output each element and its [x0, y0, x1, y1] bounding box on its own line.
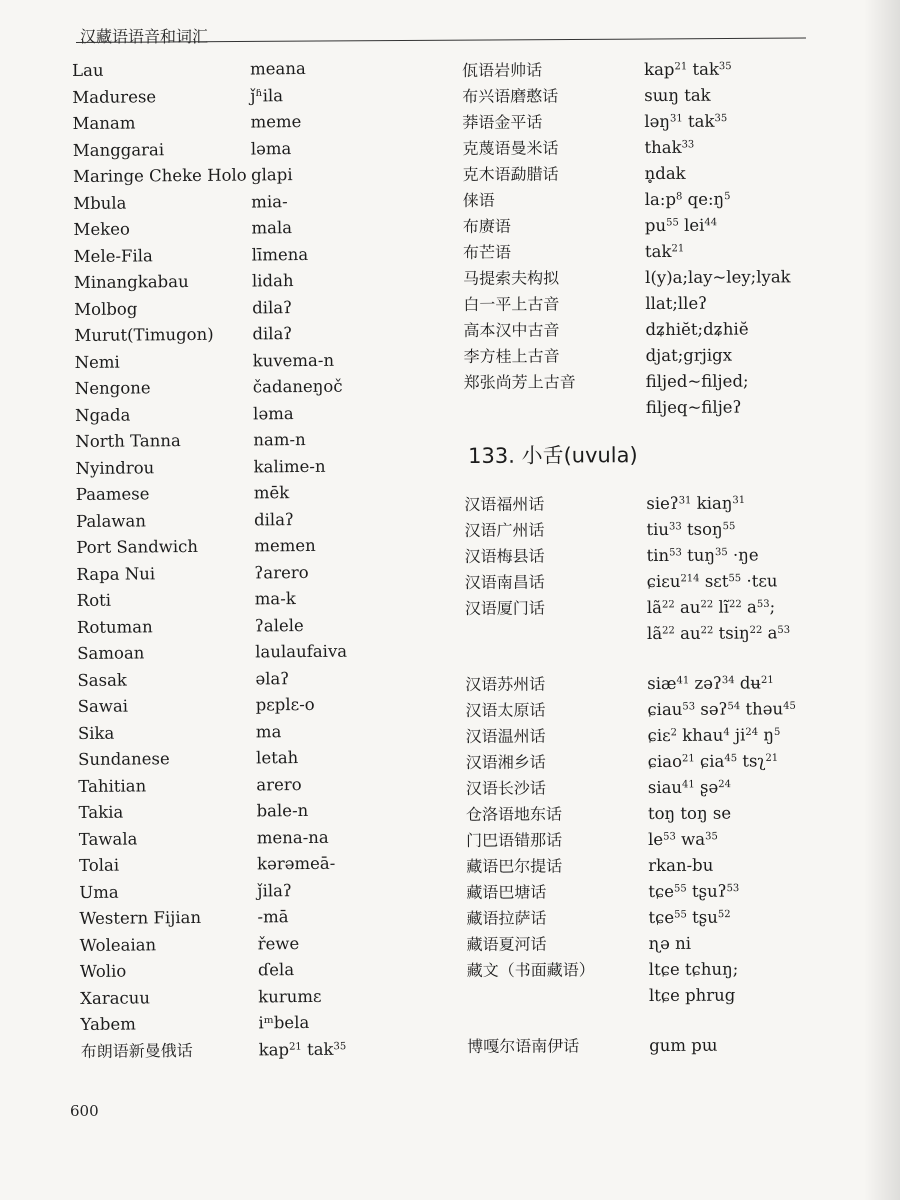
word-form: siæ$^{41}$ zəʔ$^{34}$ dʉ$^{21}$ [647, 673, 774, 694]
language-name: North Tanna [75, 431, 181, 451]
entry-row [78, 691, 418, 720]
entry-row [466, 826, 846, 854]
language-name: Xaracuu [80, 987, 151, 1008]
entry-row [74, 241, 414, 270]
word-form: kərəmeā- [256, 853, 336, 874]
word-form: rkan-bu [648, 855, 714, 876]
entry-gap [465, 646, 845, 672]
word-form: ma [255, 721, 282, 741]
language-name: 布赓语 [462, 216, 511, 236]
entry-row [74, 320, 414, 349]
language-name: 汉语湘乡话 [465, 752, 546, 772]
language-name: 克蔑语曼米话 [462, 138, 559, 158]
word-form: lidah [251, 271, 294, 291]
word-form: ma-k [254, 589, 296, 609]
word-form: ɕiɛ$^2$ khau$^4$ $ji^{24}$ $ŋ^5$ [647, 725, 781, 746]
word-form: kuvema-n [252, 350, 335, 370]
word-form: řewe [257, 933, 300, 953]
entry-row [465, 696, 845, 724]
entry-row [78, 744, 418, 773]
entry-row [72, 108, 412, 137]
entry-row [466, 748, 846, 776]
word-form: gum pɯ [649, 1035, 718, 1056]
entry-row [463, 186, 843, 214]
language-name: 汉语太原话 [465, 700, 546, 720]
word-form: ʔalele [254, 615, 304, 635]
language-name: Lau [72, 60, 104, 80]
entry-row [464, 490, 844, 518]
language-name: Sundanese [78, 749, 170, 769]
word-form: ɕiau$^{53}$ səʔ$^{54}$ thəu$^{45}$ [647, 699, 796, 720]
language-name: Samoan [77, 643, 145, 663]
word-form: tiu$^{33}$ tsoŋ$^{55}$ [646, 519, 736, 540]
word-form: -mā [257, 907, 289, 927]
word-form: $la:p^8$ $qe:ŋ^5$ [644, 189, 731, 210]
language-name: 门巴语错那话 [466, 830, 563, 850]
language-name: Paamese [75, 484, 150, 504]
language-name: Minangkabau [73, 271, 189, 292]
entry-row [75, 373, 415, 402]
word-form: ləma [253, 403, 294, 423]
word-form: $pu^{55}$ lei$^{44}$ [644, 215, 718, 236]
language-name: 汉语长沙话 [465, 778, 546, 798]
word-form: līmena [251, 244, 309, 264]
language-name: Sika [77, 723, 115, 743]
right-column [462, 56, 847, 1060]
language-name: Mele-Fila [73, 245, 153, 266]
language-name: 布兴语磨憨话 [462, 86, 559, 106]
word-form: dilaʔ [252, 324, 293, 344]
language-name: 佤语岩帅话 [462, 60, 543, 80]
word-form: dilaʔ [252, 297, 293, 317]
language-name [464, 413, 646, 414]
language-name: Manam [72, 113, 136, 133]
entry-row [79, 850, 419, 879]
entry-row [78, 718, 418, 747]
entry-row [80, 929, 420, 958]
language-name: 汉语广州话 [464, 520, 545, 540]
word-form: l(y)a;lay~ley;lyak [645, 267, 791, 288]
entry-row [75, 347, 415, 376]
language-name: 马提索夫构拟 [463, 268, 560, 288]
word-form: ʔarero [254, 562, 309, 582]
entry-row [75, 426, 415, 455]
word-form: djat;grjigx [645, 345, 733, 366]
word-form: thak$^{33}$ [644, 137, 695, 158]
language-name: 克木语勐腊话 [462, 164, 559, 184]
language-name: Roti [76, 590, 112, 610]
language-name: 藏语夏河话 [466, 934, 547, 954]
language-name: Madurese [72, 86, 157, 107]
entry-row [463, 160, 843, 188]
entry-row [462, 134, 842, 162]
language-name: Sasak [77, 670, 127, 690]
language-name: 高本汉中古音 [463, 320, 560, 340]
word-form: mala [251, 218, 293, 238]
language-name: Maringe Cheke Holo [72, 165, 247, 186]
language-name: Palawan [75, 510, 147, 531]
language-name: Nyindrou [75, 457, 155, 478]
language-name: Rotuman [76, 616, 153, 637]
language-name: Nengone [74, 378, 151, 398]
word-form: kap$^{21}$ tak$^{35}$ [644, 59, 732, 80]
language-name [465, 639, 647, 640]
language-name: Western Fijian [79, 907, 202, 928]
word-form: ɕiɛu$^{214}$ sɛt$^{55}$ ·tɛu [646, 571, 778, 592]
entry-row [79, 824, 419, 853]
section-heading [468, 434, 844, 476]
language-name: 仓洛语地东话 [465, 804, 563, 824]
language-name: Woleaian [79, 934, 157, 955]
entry-row [463, 264, 843, 292]
entry-row [72, 55, 412, 84]
word-form: $lã^{22}$ $au^{22}$ $lĩ^{22}$ $a^{53}$; [646, 597, 776, 618]
language-name: 汉语苏州话 [465, 674, 546, 694]
word-form: bale-n [256, 800, 309, 821]
entry-row [80, 956, 420, 985]
language-name: 藏语巴尔提话 [466, 856, 563, 876]
entry-row [467, 982, 847, 1010]
entry-row [464, 368, 844, 396]
running-header: 汉藏语语音和词汇 [80, 27, 209, 46]
language-name: Murut(Timugon) [74, 324, 214, 345]
entry-row [463, 212, 843, 240]
right-entry-list [462, 56, 844, 422]
language-name: 汉语厦门话 [464, 598, 545, 618]
entry-row [465, 568, 845, 596]
entry-row [465, 542, 845, 570]
entry-row [465, 620, 845, 648]
section-entry-list [464, 490, 847, 1060]
word-form: ɳə ni [648, 933, 692, 954]
entry-row [79, 877, 419, 906]
entry-row [75, 453, 415, 482]
language-name: Uma [79, 882, 119, 902]
entry-row [73, 214, 413, 243]
entry-row [465, 722, 845, 750]
page-number: 600 [70, 1102, 99, 1120]
word-form: meme [250, 112, 302, 132]
entry-row [463, 316, 843, 344]
language-name: Ngada [75, 405, 131, 425]
entry-row [467, 1032, 847, 1060]
section-title: 小舌(uvula) [521, 443, 638, 468]
language-name: Mekeo [73, 219, 130, 239]
word-form: čadaneŋoč [252, 376, 343, 397]
word-form: ltɕe phrug [648, 985, 736, 1006]
entry-row [466, 878, 846, 906]
word-form: mena-na [256, 827, 329, 847]
entry-row [466, 904, 846, 932]
word-form: ləŋ$^{31}$ tak$^{35}$ [644, 111, 728, 132]
word-form: mia- [251, 191, 288, 211]
word-form: iᵐbela [258, 1012, 310, 1033]
entry-row [80, 1009, 420, 1038]
language-name: Sawai [77, 696, 129, 716]
language-name: 博嘎尔语南伊话 [467, 1036, 580, 1056]
entry-row [463, 342, 843, 370]
entry-row [466, 852, 846, 880]
word-form: arero [256, 774, 302, 794]
word-form: siau$^{41}$ ʂə$^{24}$ [647, 777, 732, 798]
word-form: filjeq~filjeʔ [645, 397, 742, 418]
language-name: Takia [78, 802, 124, 822]
word-form: sieʔ$^{31}$ kiaŋ$^{31}$ [646, 493, 746, 514]
entry-row [465, 594, 845, 622]
entry-row [467, 930, 847, 958]
entry-row [76, 532, 416, 561]
word-form: dʑhiĕt;dʑhiĕ [645, 319, 749, 340]
entry-row [81, 1035, 421, 1064]
entry-row [76, 479, 416, 508]
language-name: 俫语 [462, 190, 495, 210]
entry-row [463, 238, 843, 266]
language-name [467, 1001, 649, 1002]
word-form: nam-n [253, 429, 306, 450]
language-name: 汉语南昌话 [464, 572, 545, 592]
word-form: kurumɛ [258, 986, 322, 1006]
entry-row [76, 559, 416, 588]
word-form: ɕiao$^{21}$ ɕia$^{45}$ tsʅ$^{21}$ [647, 751, 779, 772]
entry-row [77, 665, 417, 694]
entry-row [464, 394, 844, 422]
language-name: Tahitian [78, 775, 147, 796]
language-name: Nemi [74, 352, 120, 372]
entry-row [75, 400, 415, 429]
word-form: $lã^{22}$ $au^{22}$ tsiŋ$^{22}$ $a^{53}$ [646, 623, 791, 644]
entry-row [462, 108, 842, 136]
word-form: filjed~filjed; [645, 371, 749, 392]
language-name: 汉语福州话 [464, 494, 545, 514]
language-name: 莽语金平话 [462, 112, 543, 132]
word-form: pɛplɛ-o [255, 694, 315, 715]
language-name: 汉语温州话 [465, 726, 546, 746]
word-form: mēk [253, 483, 290, 503]
language-name: 李方桂上古音 [463, 346, 560, 366]
language-name: 白一平上古音 [463, 294, 560, 314]
word-form: əlaʔ [255, 668, 290, 688]
entry-row [76, 506, 416, 535]
language-name: Wolio [79, 961, 127, 981]
entry-row [462, 56, 842, 84]
entry-row [74, 294, 414, 323]
left-column [72, 55, 421, 1065]
word-form: n̥dak [644, 163, 686, 184]
entry-row [464, 516, 844, 544]
word-form: toŋ toŋ se [647, 803, 732, 824]
word-form: ltɕe tɕhuŋ; [648, 959, 739, 980]
word-form: tɕe$^{55}$ tʂuʔ$^{53}$ [648, 881, 740, 902]
word-form: tak$^{21}$ [644, 241, 685, 262]
word-form: $le^{53}$ $wa^{35}$ [648, 829, 718, 850]
language-name: 藏文（书面藏语） [466, 960, 595, 980]
word-form: tɕe$^{55}$ tʂu$^{52}$ [648, 907, 731, 928]
language-name: 藏语巴塘话 [466, 882, 547, 902]
word-form: kalime-n [253, 456, 326, 476]
entry-row [73, 135, 413, 164]
language-name: Rapa Nui [76, 563, 156, 584]
section-number: 133. [468, 443, 515, 468]
language-name: Tawala [78, 828, 138, 849]
word-form: sɯŋ tak [644, 85, 711, 106]
word-form: ləma [250, 138, 292, 158]
entry-row [467, 956, 847, 984]
entry-row [73, 188, 413, 217]
language-name: Yabem [80, 1014, 136, 1034]
word-form: memen [254, 535, 316, 556]
language-name: Manggarai [72, 139, 165, 160]
entry-row [462, 82, 842, 110]
language-name: Molbog [74, 298, 138, 319]
language-name: 布朗语新曼俄话 [80, 1040, 193, 1061]
entry-row [78, 797, 418, 826]
word-form: kap$^{21}$ tak$^{35}$ [258, 1039, 347, 1059]
language-name: 藏语拉萨话 [466, 908, 547, 928]
word-form: glapi [250, 165, 293, 185]
language-name: Mbula [73, 193, 127, 213]
entry-row [466, 774, 846, 802]
entry-row [72, 82, 412, 111]
entry-row [77, 612, 417, 641]
entry-row [465, 670, 845, 698]
page-edge-shadow [864, 0, 900, 1200]
entry-row [78, 771, 418, 800]
entry-row [79, 903, 419, 932]
word-form: tin$^{53}$ tuŋ$^{35}$ ·ŋe [646, 545, 759, 566]
word-form: letah [256, 748, 299, 768]
language-name: Tolai [78, 855, 120, 875]
word-form: ǰʱila [250, 85, 284, 105]
entry-row [77, 585, 417, 614]
word-form: dilaʔ [253, 509, 294, 529]
entry-row [73, 161, 413, 190]
word-form: ǰilaʔ [257, 880, 292, 900]
entry-row [74, 267, 414, 296]
language-name: Port Sandwich [76, 536, 199, 557]
language-name: 郑张尚芳上古音 [463, 372, 576, 392]
word-form: meana [250, 58, 306, 79]
word-form: ɗela [257, 960, 295, 980]
entry-gap [467, 1008, 847, 1034]
language-name: 汉语梅县话 [464, 546, 545, 566]
entry-row [466, 800, 846, 828]
word-form: llat;lleʔ [645, 293, 708, 314]
entry-row [77, 638, 417, 667]
language-name: 布芒语 [462, 242, 512, 262]
word-form: laulaufaiva [255, 641, 348, 662]
entry-row [80, 982, 420, 1011]
entry-row [463, 290, 843, 318]
